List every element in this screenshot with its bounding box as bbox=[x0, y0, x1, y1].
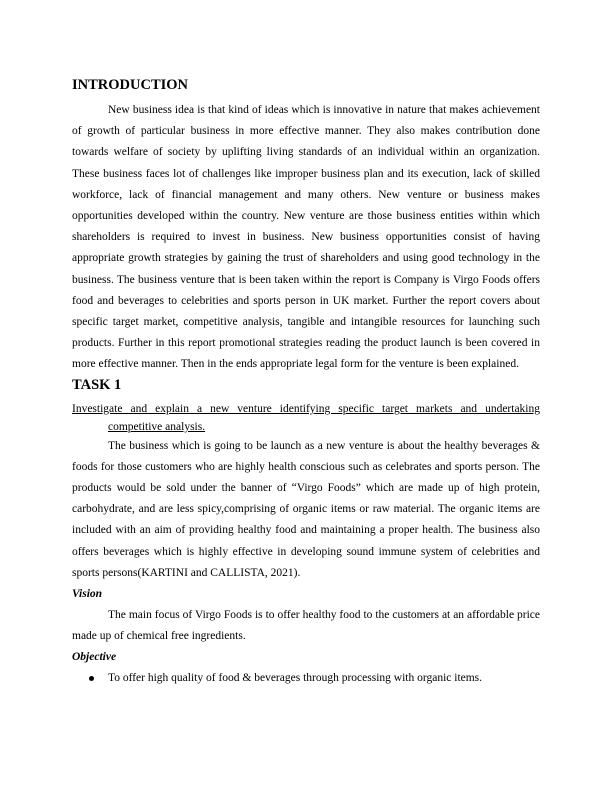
objective-item bbox=[72, 668, 540, 689]
task1-heading: TASK 1 bbox=[72, 376, 122, 393]
introduction-paragraph: New business idea is that kind of ideas which is innovative in nature that makes achievement of growth of particular business in more effective manner. They also makes contribution done towards welfare of society by uplifting living standards of an individual within an organization. These business faces lot of challenges like improper business plan and its execution, lack of skilled workforce, lack of financial management and many others. New venture or business makes opportunities developed within the country. New venture are those business entities within which shareholders is required to invest in business. New business opportunities consist of having appropriate growth strategies by gaining the trust of shareholders and using good technology in the business. The business venture that is been taken within the report is Company is Virgo Foods offers food and beverages to celebrities and sports person in UK market. Further the report covers about specific target market, competitive analysis, tangible and intangible resources for launching such products. Further in this report promotional strategies reading the product launch is been covered in more effective manner. Then in the ends appropriate legal form for the venture is been explained. bbox=[72, 104, 540, 371]
task1-question: Investigate and explain a new venture identifying specific target markets and undertaking competitive analysis. bbox=[72, 402, 540, 433]
vision-paragraph: The main focus of Virgo Foods is to offer healthy food to the customers at an affordable price made up of chemical free ingredients. bbox=[72, 609, 540, 643]
task1-paragraph: The business which is going to be launch as a new venture is about the healthy beverages & foods for those customers who are highly health conscious such as celebrates and sports person. The products would be sold under the banner of “Virgo Foods” which are made up of high protein, carbohydrate, and are less spicy,comprising of organic items or raw material. The organic items are included with an aim of providing healthy food and maintaining a proper health. The business also offers beverages which is highly effective in developing sound immune system of celebrities and sports persons(KARTINI and CALLISTA, 2021). bbox=[72, 439, 540, 579]
objective-item-text: To offer high quality of food & beverages through processing with organic items. bbox=[108, 672, 483, 685]
bullet-icon bbox=[89, 676, 94, 681]
vision-heading: Vision bbox=[72, 588, 103, 601]
introduction-heading: INTRODUCTION bbox=[72, 77, 189, 93]
objective-heading: Objective bbox=[72, 651, 117, 664]
page-content bbox=[72, 76, 540, 689]
objective-list bbox=[72, 668, 540, 689]
